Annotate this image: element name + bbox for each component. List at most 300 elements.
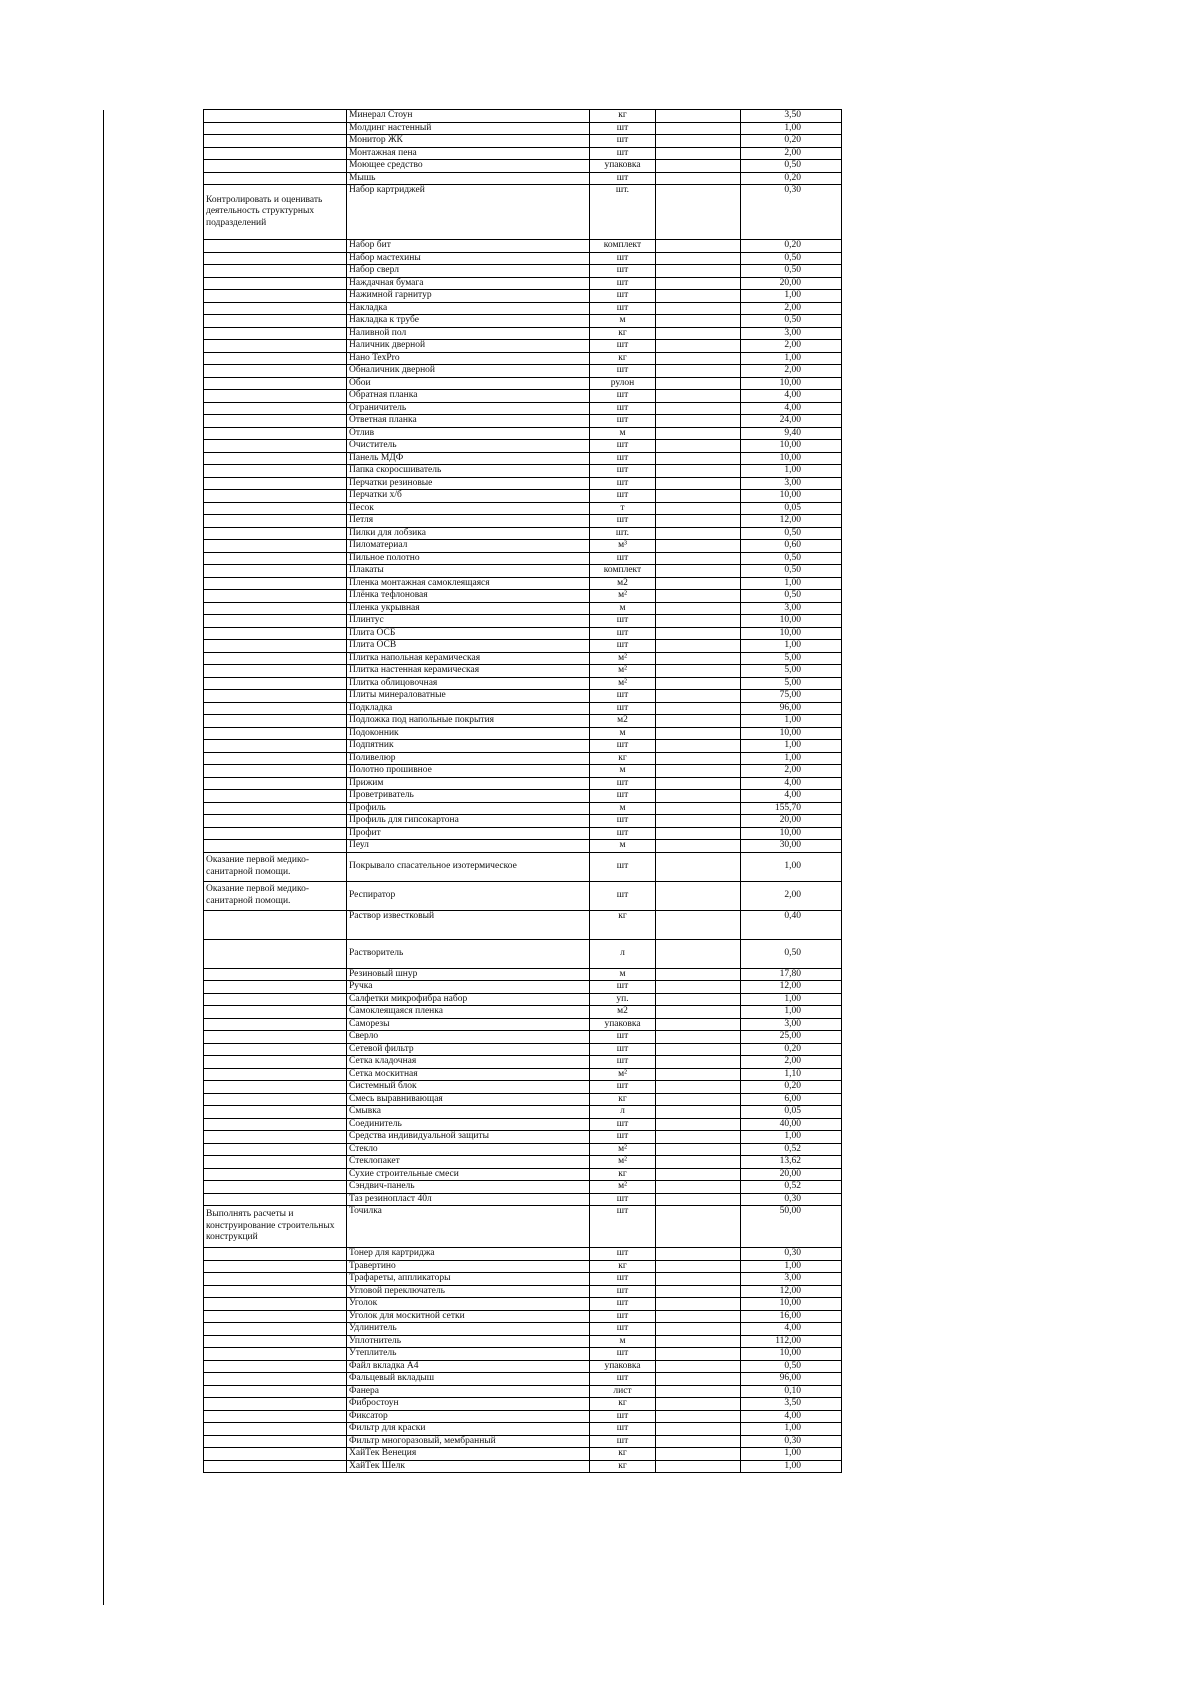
material-name-cell: Растворитель [347,939,590,968]
quantity-cell: 1,00 [741,1423,842,1436]
quantity-cell: 1,00 [741,640,842,653]
quantity-cell: 20,00 [741,1168,842,1181]
unit-cell: шт [590,390,656,403]
table-row [204,1335,842,1348]
material-name-cell: Ответная планка [347,415,590,428]
competency-cell: Выполнять расчеты и конструирование строительных конструкций [204,1206,347,1248]
quantity-cell: 0,20 [741,240,842,253]
material-name-cell: Накладка к трубе [347,315,590,328]
unit-cell: упаковка [590,1360,656,1373]
material-name-cell: Файл вкладка А4 [347,1360,590,1373]
quantity-cell: 5,00 [741,665,842,678]
quantity-cell: 50,00 [741,1206,842,1248]
unit-cell: шт [590,122,656,135]
table-row [204,1248,842,1261]
quantity-cell: 10,00 [741,452,842,465]
quantity-cell: 0,50 [741,590,842,603]
unit-cell: м2 [590,577,656,590]
quantity-cell: 2,00 [741,302,842,315]
table-row [204,277,842,290]
unit-cell: шт [590,1298,656,1311]
table-row [204,315,842,328]
material-name-cell: Таз резинопласт 40л [347,1193,590,1206]
material-name-cell: Точилка [347,1206,590,1248]
table-row [204,677,842,690]
table-row [204,1373,842,1386]
competency-cell [204,277,347,290]
unit-cell: кг [590,327,656,340]
competency-cell [204,110,347,123]
material-name-cell: Сэндвич-панель [347,1181,590,1194]
unit-cell: кг [590,1093,656,1106]
table-row [204,565,842,578]
table-row [204,240,842,253]
material-name-cell: Пильное полотно [347,552,590,565]
competency-cell [204,1106,347,1119]
table-row [204,552,842,565]
competency-cell [204,147,347,160]
quantity-cell: 10,00 [741,627,842,640]
material-name-cell: Пилки для лобзика [347,527,590,540]
quantity-cell: 4,00 [741,1323,842,1336]
competency-cell [204,1448,347,1461]
competency-cell [204,172,347,185]
competency-cell [204,340,347,353]
empty-cell [656,1031,741,1044]
empty-cell [656,1310,741,1323]
competency-cell [204,939,347,968]
competency-cell [204,640,347,653]
material-name-cell: Набор сверл [347,265,590,278]
empty-cell [656,702,741,715]
quantity-cell: 96,00 [741,1373,842,1386]
competency-cell [204,1118,347,1131]
material-name-cell: Сетевой фильтр [347,1043,590,1056]
unit-cell: шт [590,777,656,790]
quantity-cell: 1,00 [741,1260,842,1273]
unit-cell: шт [590,440,656,453]
empty-cell [656,302,741,315]
unit-cell: кг [590,1260,656,1273]
table-row [204,1398,842,1411]
quantity-cell: 0,50 [741,1360,842,1373]
material-name-cell: Профит [347,827,590,840]
empty-cell [656,1093,741,1106]
quantity-cell: 1,00 [741,352,842,365]
material-name-cell: Фальцевый вкладыш [347,1373,590,1386]
quantity-cell: 0,20 [741,1081,842,1094]
competency-cell [204,1423,347,1436]
empty-cell [656,160,741,173]
table-row [204,1018,842,1031]
table-row [204,122,842,135]
unit-cell: шт [590,1348,656,1361]
competency-cell [204,1398,347,1411]
material-name-cell: Нано TexPro [347,352,590,365]
empty-cell [656,1018,741,1031]
competency-cell [204,477,347,490]
material-name-cell: Утеплитель [347,1348,590,1361]
quantity-cell: 1,00 [741,1448,842,1461]
unit-cell: шт [590,477,656,490]
material-name-cell: Смесь выравнивающая [347,1093,590,1106]
unit-cell: кг [590,910,656,939]
table-row [204,715,842,728]
material-name-cell: Средства индивидуальной защиты [347,1131,590,1144]
material-name-cell: Подкладка [347,702,590,715]
empty-cell [656,727,741,740]
empty-cell [656,135,741,148]
material-name-cell: Моющее средство [347,160,590,173]
quantity-cell: 20,00 [741,815,842,828]
quantity-cell: 0,50 [741,527,842,540]
empty-cell [656,1298,741,1311]
quantity-cell: 0,10 [741,1385,842,1398]
empty-cell [656,427,741,440]
material-name-cell: Плитка облицовочная [347,677,590,690]
material-name-cell: Перчатки х/б [347,490,590,503]
material-name-cell: Пиломатериал [347,540,590,553]
material-name-cell: Саморезы [347,1018,590,1031]
empty-cell [656,515,741,528]
table-row [204,910,842,939]
empty-cell [656,740,741,753]
competency-cell [204,290,347,303]
table-row [204,465,842,478]
unit-cell: лист [590,1385,656,1398]
competency-cell [204,690,347,703]
material-name-cell: Сверло [347,1031,590,1044]
material-name-cell: Подпятник [347,740,590,753]
empty-cell [656,715,741,728]
material-name-cell: Сухие строительные смеси [347,1168,590,1181]
table-row [204,1143,842,1156]
unit-cell: шт [590,1056,656,1069]
empty-cell [656,365,741,378]
quantity-cell: 6,00 [741,1093,842,1106]
table-row [204,352,842,365]
table-row [204,440,842,453]
competency-cell [204,1093,347,1106]
table-row [204,765,842,778]
table-row [204,1056,842,1069]
empty-cell [656,1435,741,1448]
table-row [204,1206,842,1248]
competency-cell [204,1335,347,1348]
competency-cell [204,552,347,565]
material-name-cell: Прижим [347,777,590,790]
material-name-cell: Фильтр для краски [347,1423,590,1436]
empty-cell [656,122,741,135]
material-name-cell: Профиль [347,802,590,815]
material-name-cell: Набор мастехины [347,252,590,265]
quantity-cell: 20,00 [741,277,842,290]
quantity-cell: 25,00 [741,1031,842,1044]
quantity-cell: 0,50 [741,939,842,968]
material-name-cell: Самоклеящаяся пленка [347,1006,590,1019]
empty-cell [656,1423,741,1436]
quantity-cell: 17,80 [741,968,842,981]
quantity-cell: 10,00 [741,490,842,503]
unit-cell: шт [590,1193,656,1206]
material-name-cell: Песок [347,502,590,515]
material-name-cell: Наждачная бумага [347,277,590,290]
competency-cell [204,1460,347,1473]
table-row [204,881,842,910]
quantity-cell: 3,00 [741,327,842,340]
quantity-cell: 0,50 [741,265,842,278]
competency-cell [204,1373,347,1386]
quantity-cell: 30,00 [741,840,842,853]
quantity-cell: 0,50 [741,552,842,565]
material-name-cell: Плита ОСБ [347,627,590,640]
competency-cell [204,1193,347,1206]
material-name-cell: Фибростоун [347,1398,590,1411]
unit-cell: шт [590,265,656,278]
unit-cell: шт [590,627,656,640]
quantity-cell: 2,00 [741,881,842,910]
unit-cell: м2 [590,715,656,728]
empty-cell [656,477,741,490]
unit-cell: м2 [590,1006,656,1019]
material-name-cell: Профиль для гипсокартона [347,815,590,828]
competency-cell [204,968,347,981]
unit-cell: шт [590,640,656,653]
quantity-cell: 155,70 [741,802,842,815]
quantity-cell: 1,00 [741,122,842,135]
quantity-cell: 75,00 [741,690,842,703]
unit-cell: шт [590,981,656,994]
unit-cell: шт [590,277,656,290]
table-row [204,147,842,160]
quantity-cell: 1,00 [741,993,842,1006]
table-row [204,827,842,840]
empty-cell [656,352,741,365]
table-row [204,302,842,315]
empty-cell [656,415,741,428]
unit-cell: шт [590,1410,656,1423]
empty-cell [656,1168,741,1181]
table-row [204,815,842,828]
competency-cell [204,727,347,740]
material-name-cell: Стекло [347,1143,590,1156]
table-row [204,1348,842,1361]
competency-cell [204,677,347,690]
quantity-cell: 0,52 [741,1143,842,1156]
unit-cell: шт [590,252,656,265]
quantity-cell: 24,00 [741,415,842,428]
quantity-cell: 3,50 [741,1398,842,1411]
material-name-cell: Плита ОСВ [347,640,590,653]
table-row [204,377,842,390]
empty-cell [656,252,741,265]
quantity-cell: 4,00 [741,402,842,415]
quantity-cell: 10,00 [741,440,842,453]
table-row [204,1260,842,1273]
quantity-cell: 4,00 [741,777,842,790]
quantity-cell: 40,00 [741,1118,842,1131]
competency-cell [204,981,347,994]
table-row [204,939,842,968]
empty-cell [656,1410,741,1423]
table-row [204,160,842,173]
material-name-cell: Уголок [347,1298,590,1311]
unit-cell: шт [590,827,656,840]
empty-cell [656,1056,741,1069]
material-name-cell: Покрывало спасательное изотермическое [347,852,590,881]
competency-cell [204,1435,347,1448]
material-name-cell: Плакаты [347,565,590,578]
competency-cell [204,752,347,765]
competency-cell [204,427,347,440]
unit-cell: м² [590,1181,656,1194]
unit-cell: м² [590,1143,656,1156]
table-row [204,1310,842,1323]
table-row [204,402,842,415]
quantity-cell: 0,50 [741,565,842,578]
table-row [204,1043,842,1056]
empty-cell [656,790,741,803]
table-row [204,1081,842,1094]
quantity-cell: 1,00 [741,1006,842,1019]
materials-table-body [204,110,842,1473]
quantity-cell: 0,52 [741,1181,842,1194]
quantity-cell: 3,00 [741,1018,842,1031]
unit-cell: комплект [590,240,656,253]
unit-cell: шт [590,740,656,753]
competency-cell [204,527,347,540]
competency-cell [204,1081,347,1094]
competency-cell [204,1143,347,1156]
quantity-cell: 1,00 [741,852,842,881]
competency-cell [204,315,347,328]
unit-cell: шт [590,702,656,715]
table-row [204,690,842,703]
competency-cell [204,465,347,478]
competency-cell [204,240,347,253]
competency-cell [204,577,347,590]
table-row [204,110,842,123]
material-name-cell: Обои [347,377,590,390]
quantity-cell: 5,00 [741,677,842,690]
empty-cell [656,185,741,240]
table-row [204,390,842,403]
table-row [204,1273,842,1286]
quantity-cell: 0,50 [741,315,842,328]
quantity-cell: 0,20 [741,1043,842,1056]
material-name-cell: Набор картриджей [347,185,590,240]
empty-cell [656,881,741,910]
competency-cell [204,1181,347,1194]
competency-cell [204,827,347,840]
empty-cell [656,1460,741,1473]
material-name-cell: Пленка монтажная самоклеящаяся [347,577,590,590]
competency-cell [204,327,347,340]
unit-cell: шт [590,852,656,881]
competency-cell [204,352,347,365]
empty-cell [656,981,741,994]
unit-cell: кг [590,752,656,765]
unit-cell: шт [590,515,656,528]
material-name-cell: Минерал Стоун [347,110,590,123]
material-name-cell: Плитка напольная керамическая [347,652,590,665]
competency-cell: Контролировать и оценивать деятельность структурных подразделений [204,185,347,240]
unit-cell: шт [590,881,656,910]
competency-cell [204,993,347,1006]
competency-cell [204,777,347,790]
material-name-cell: Сетка кладочная [347,1056,590,1069]
quantity-cell: 13,62 [741,1156,842,1169]
empty-cell [656,490,741,503]
empty-cell [656,440,741,453]
empty-cell [656,1206,741,1248]
competency-cell [204,1248,347,1261]
competency-cell [204,1031,347,1044]
material-name-cell: Монтажная пена [347,147,590,160]
competency-cell [204,1131,347,1144]
competency-cell [204,265,347,278]
quantity-cell: 1,00 [741,752,842,765]
competency-cell [204,252,347,265]
table-row [204,590,842,603]
material-name-cell: Обналичник дверной [347,365,590,378]
competency-cell [204,302,347,315]
material-name-cell: Полотно прошивное [347,765,590,778]
competency-cell [204,1006,347,1019]
table-row [204,1131,842,1144]
table-row [204,252,842,265]
table-row [204,981,842,994]
quantity-cell: 1,00 [741,290,842,303]
competency-cell [204,627,347,640]
quantity-cell: 0,40 [741,910,842,939]
unit-cell: комплект [590,565,656,578]
unit-cell: шт. [590,527,656,540]
unit-cell: л [590,939,656,968]
unit-cell: шт [590,147,656,160]
empty-cell [656,590,741,603]
competency-cell [204,122,347,135]
empty-cell [656,565,741,578]
competency-cell [204,1360,347,1373]
competency-cell [204,160,347,173]
quantity-cell: 4,00 [741,390,842,403]
material-name-cell: Резиновый шнур [347,968,590,981]
competency-cell [204,1260,347,1273]
material-name-cell: Соединитель [347,1118,590,1131]
material-name-cell: ХайТек Шелк [347,1460,590,1473]
material-name-cell: Обратная планка [347,390,590,403]
quantity-cell: 5,00 [741,652,842,665]
quantity-cell: 3,00 [741,477,842,490]
unit-cell: шт [590,1285,656,1298]
material-name-cell: Наличник дверной [347,340,590,353]
table-row [204,415,842,428]
empty-cell [656,240,741,253]
competency-cell [204,790,347,803]
material-name-cell: Ручка [347,981,590,994]
unit-cell: шт [590,790,656,803]
empty-cell [656,465,741,478]
empty-cell [656,377,741,390]
table-row [204,727,842,740]
quantity-cell: 0,20 [741,172,842,185]
competency-cell [204,377,347,390]
material-name-cell: Плёнка тефлоновая [347,590,590,603]
unit-cell: м² [590,665,656,678]
quantity-cell: 2,00 [741,1056,842,1069]
table-row [204,840,842,853]
